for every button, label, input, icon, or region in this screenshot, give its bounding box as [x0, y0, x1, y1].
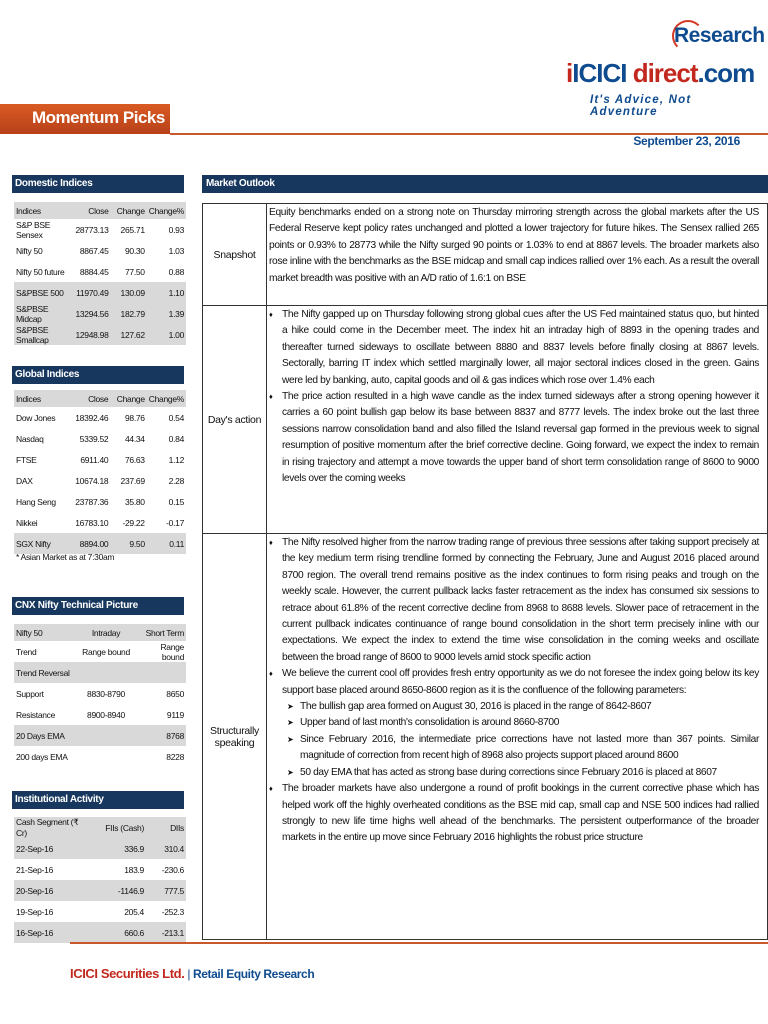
table-cell: 310.4: [146, 838, 186, 859]
table-cell: Hang Seng: [16, 496, 56, 507]
table-cell: S&PBSE Midcap: [14, 303, 70, 324]
table-row: [14, 662, 186, 683]
table-cell: 76.63: [124, 454, 145, 465]
sub-bullet-item: ➤ The bullish gap area formed on August 30, 2016 is placed in the range of 8642-8607: [269, 699, 759, 715]
table-cell: 8768: [136, 725, 186, 746]
table-row: [14, 533, 186, 554]
technical-picture-table: [14, 624, 186, 767]
snapshot-text: [269, 205, 759, 287]
table-cell: 205.4: [124, 906, 144, 917]
table-cell: 23787.36: [75, 496, 109, 507]
column-header: Change: [111, 202, 147, 219]
report-date: September 23, 2016: [633, 134, 740, 148]
table-cell: FTSE: [16, 454, 37, 465]
table-cell: 8830-8790: [87, 688, 125, 699]
table-row: [14, 240, 186, 261]
table-cell: 0.11: [147, 533, 186, 554]
bullet-item: ♦ The price action resulted in a high wave candle as the index turned sideways after a strong opening however it carries a 60 point bullish gap below its base between 8837 and 8777 levels. The index broke out the last three sessions narrow consolidation band and also filled the Island reversal gap formed in the previous week to signal resumption of positive momentum after the brief corrective decline. Going forward, we expect the index to remain in rising trajectory and attempt a move towards the upper band of short term consolidation range of 8600 to 9000 levels over the coming weeks: [269, 389, 759, 487]
column-header: Change%: [147, 390, 186, 407]
table-cell: 1.39: [147, 303, 186, 324]
structurally-speaking-row: [203, 534, 767, 939]
logo-tagline: It's Advice, Not Adventure: [590, 94, 692, 118]
table-row: [14, 838, 186, 859]
global-indices-table: [14, 390, 186, 554]
table-cell: 8884.45: [79, 266, 109, 277]
table-cell: [76, 662, 136, 683]
table-cell: [76, 746, 136, 767]
column-header: Cash Segment (₹ Cr): [14, 817, 92, 838]
table-cell: 5339.52: [79, 433, 109, 444]
table-cell: Dow Jones: [16, 412, 56, 423]
institutional-activity-table: [14, 817, 186, 943]
table-cell: [76, 725, 136, 746]
column-header: Indices: [14, 202, 70, 219]
column-header: DIIs: [146, 817, 186, 838]
table-cell: 1.00: [147, 324, 186, 345]
table-cell: 237.69: [120, 475, 145, 486]
table-row: [14, 901, 186, 922]
table-cell: 44.34: [124, 433, 145, 444]
logo-icici: ICICI: [572, 58, 633, 88]
table-row: [14, 261, 186, 282]
table-cell: 1.03: [168, 245, 184, 256]
table-cell: 16783.10: [75, 517, 109, 528]
table-header-row: [14, 390, 186, 407]
table-row: [14, 282, 186, 303]
footer-divider: [70, 942, 768, 944]
table-cell: -0.17: [166, 517, 184, 528]
market-outlook-box: [202, 203, 768, 940]
table-row: [14, 470, 186, 491]
table-cell: Trend Reversal: [14, 662, 76, 683]
table-cell: 336.9: [92, 838, 146, 859]
structurally-speaking-label: Structurally speaking: [203, 534, 267, 939]
table-row: [14, 880, 186, 901]
table-header-row: [14, 202, 186, 219]
bullet-item: ♦ The Nifty gapped up on Thursday following strong global cues after the US Fed maintained status quo, but hinted a hike could come in the December meet. The index hit an intraday high of 8893 in the opening trades and thereafter turned sideways to oscillate between 8880 and 8837 levels before finally closing at 8867 levels. Sectorally, barring IT index which settled marginally lower, all major sectoral indices closed in the green. Gains were led by banking, auto, capital goods and oil & gas indices which rose over 1.4% each: [269, 307, 759, 389]
table-cell: 1.10: [147, 282, 186, 303]
footer-company: ICICI Securities Ltd.: [70, 966, 185, 981]
table-cell: 265.71: [120, 224, 145, 235]
table-header-row: [14, 817, 186, 838]
table-cell: Support: [16, 688, 44, 699]
table-cell: -230.6: [161, 864, 184, 875]
logo-com: .com: [697, 58, 755, 88]
market-outlook-heading: Market Outlook: [202, 175, 768, 193]
table-cell: 8900-8940: [87, 709, 125, 720]
days-action-row: [203, 306, 767, 534]
table-row: [14, 512, 186, 533]
table-row: [14, 303, 186, 324]
table-cell: 0.15: [168, 496, 184, 507]
snapshot-paragraph: Equity benchmarks ended on a strong note on Thursday mirroring strength across the global markets after the US Federal Reserve kept policy rates unchanged and plotted a lower trajectory for future hikes. The Sensex rallied 265 points or 0.93% to 28773 while the Nifty surged 90 points or 1.03% to end at 8867 levels. The broader markets also rose inline with the benchmarks as the BSE midcap and small cap indices rallied over 1% each. As a result the overall market breadth was positive with an A/D ratio of 1.6:1 on BSE: [269, 207, 759, 284]
table-cell: 127.62: [111, 324, 147, 345]
icici-direct-logo: [566, 16, 765, 118]
table-cell: 98.76: [124, 412, 145, 423]
table-cell: 0.84: [168, 433, 184, 444]
column-header: Close: [70, 390, 111, 407]
table-cell: 21-Sep-16: [16, 864, 53, 875]
table-row: [14, 491, 186, 512]
table-cell: 1.12: [168, 454, 184, 465]
table-cell: 8228: [166, 751, 184, 762]
days-action-text: [269, 307, 759, 487]
table-row: [14, 683, 186, 704]
logo-i: i: [566, 58, 573, 88]
table-cell: 6911.40: [80, 454, 109, 465]
table-row: [14, 704, 186, 725]
table-cell: Nifty 50: [16, 245, 43, 256]
table-cell: S&PBSE 500: [14, 282, 70, 303]
table-cell: Trend: [16, 646, 37, 657]
table-cell: 8867.45: [79, 245, 109, 256]
table-cell: 0.54: [168, 412, 184, 423]
table-row: [14, 449, 186, 470]
table-cell: Nikkei: [16, 517, 38, 528]
column-header: Indices: [14, 390, 70, 407]
table-cell: 9119: [166, 709, 184, 720]
column-header: Close: [70, 202, 111, 219]
sub-bullet-item: ➤ 50 day EMA that has acted as strong base during corrections since February 2016 is placed at 8607: [269, 765, 759, 781]
sub-bullet-item: ➤ Upper band of last month's consolidation is around 8660-8700: [269, 715, 759, 731]
table-cell: 200 days EMA: [16, 751, 68, 762]
table-cell: Range bound: [160, 641, 184, 662]
bullet-item: ♦ We believe the current cool off provides fresh entry opportunity as we do not foresee the index going below its key support base placed around 8650-8600 region as it is the confluence of the following parameters:: [269, 666, 759, 699]
table-row: [14, 922, 186, 943]
days-action-label: Day's action: [203, 306, 267, 533]
domestic-indices-table: [14, 202, 186, 345]
domestic-indices-heading: Domestic Indices: [12, 175, 184, 193]
table-row: [14, 859, 186, 880]
page-title: Momentum Picks: [32, 108, 165, 127]
table-cell: 16-Sep-16: [14, 922, 92, 943]
column-header: Nifty 50: [14, 624, 76, 641]
table-row: [14, 219, 186, 240]
column-header: FIIs (Cash): [92, 817, 146, 838]
column-header: Change%: [147, 202, 186, 219]
table-cell: 13294.56: [70, 303, 111, 324]
logo-research-text: Research: [674, 24, 765, 47]
table-cell: 182.79: [111, 303, 147, 324]
table-cell: 0.93: [168, 224, 184, 235]
table-cell: Range bound: [82, 646, 130, 657]
table-header-row: [14, 624, 186, 641]
table-cell: 130.09: [111, 282, 147, 303]
footer-separator: |: [184, 967, 193, 981]
table-cell: 9.50: [110, 533, 146, 554]
column-header: Change: [110, 390, 146, 407]
table-cell: -213.1: [146, 922, 186, 943]
table-cell: 10674.18: [75, 475, 109, 486]
table-row: [14, 324, 186, 345]
footer-department: Retail Equity Research: [193, 967, 315, 981]
table-cell: S&PBSE Smallcap: [14, 324, 70, 345]
table-cell: S&P BSE Sensex: [16, 219, 51, 240]
table-row: [14, 428, 186, 449]
table-cell: 35.80: [124, 496, 145, 507]
table-cell: Nasdaq: [16, 433, 44, 444]
table-cell: -1146.9: [92, 880, 146, 901]
table-cell: Nifty 50 future: [16, 266, 65, 277]
table-cell: 777.5: [146, 880, 186, 901]
table-cell: -29.22: [122, 517, 145, 528]
table-cell: 77.50: [124, 266, 145, 277]
table-cell: 90.30: [124, 245, 145, 256]
snapshot-label: Snapshot: [203, 204, 267, 305]
table-cell: 660.6: [92, 922, 146, 943]
table-cell: 8894.00: [70, 533, 111, 554]
structurally-speaking-text: [269, 535, 759, 847]
snapshot-row: [203, 204, 767, 306]
table-row: [14, 641, 186, 662]
table-row: [14, 407, 186, 428]
table-cell: 2.28: [168, 475, 184, 486]
column-header: Intraday: [76, 624, 136, 641]
table-cell: SGX Nifty: [14, 533, 70, 554]
footer: [70, 966, 314, 981]
table-cell: 0.88: [168, 266, 184, 277]
table-cell: 18392.46: [75, 412, 109, 423]
table-cell: 20-Sep-16: [14, 880, 92, 901]
table-cell: Resistance: [16, 709, 56, 720]
table-cell: 19-Sep-16: [16, 906, 53, 917]
column-header: Short Term: [136, 624, 186, 641]
bullet-item: ♦ The Nifty resolved higher from the narrow trading range of previous three sessions after taking support precisely at the key medium term rising trendline formed by connecting the February, June and August 2016 placed around 8700 region. The overall trend remains positive as the index continues to form rising peaks and trough on the weekly scale. However, the current pullback lacks faster retracement as the index has consumed six sessions to retrace about 61.8% of the recent corrective decline from 8968 to 8688 levels. Slower pace of retracement in the current pullback indicates continuance of range bound consolidation in the short term precisely inline with our expectations. We expect the index to extend the time wise consolidation in the coming weeks and oscillate between the broad range of 8600 to 9000 levels amid stock specific action: [269, 535, 759, 666]
table-cell: 8650: [166, 688, 184, 699]
table-row: [14, 725, 186, 746]
table-cell: -252.3: [161, 906, 184, 917]
bullet-item: ♦ The broader markets have also undergone a round of profit bookings in the current corrective phase which has helped work off the highly overheated conditions as the BSE mid cap, small cap and NSE 500 indices had rallied strongly to new life time highs well ahead of the benchmarks. The persistent outperformance of the broader markets in the entire up move since February 2016 highlights the robust price structure: [269, 781, 759, 847]
table-cell: 22-Sep-16: [14, 838, 92, 859]
table-cell: 11970.49: [70, 282, 111, 303]
institutional-activity-heading: Institutional Activity: [12, 791, 184, 809]
sub-bullet-item: ➤ Since February 2016, the intermediate price corrections have not lasted more than 367 points. Similar magnitude of correction from recent high of 8968 also projects support placed around 8600: [269, 732, 759, 765]
table-cell: [136, 662, 186, 683]
table-row: [14, 746, 186, 767]
table-cell: 28773.13: [75, 224, 109, 235]
table-cell: 12948.98: [70, 324, 111, 345]
table-cell: 20 Days EMA: [14, 725, 76, 746]
logo-wordmark: [566, 58, 754, 89]
asian-market-note: * Asian Market as at 7:30am: [16, 552, 115, 562]
technical-picture-heading: CNX Nifty Technical Picture: [12, 597, 184, 615]
table-cell: 183.9: [124, 864, 144, 875]
global-indices-heading: Global Indices: [12, 366, 184, 384]
logo-direct: direct: [632, 58, 698, 88]
table-cell: DAX: [16, 475, 33, 486]
